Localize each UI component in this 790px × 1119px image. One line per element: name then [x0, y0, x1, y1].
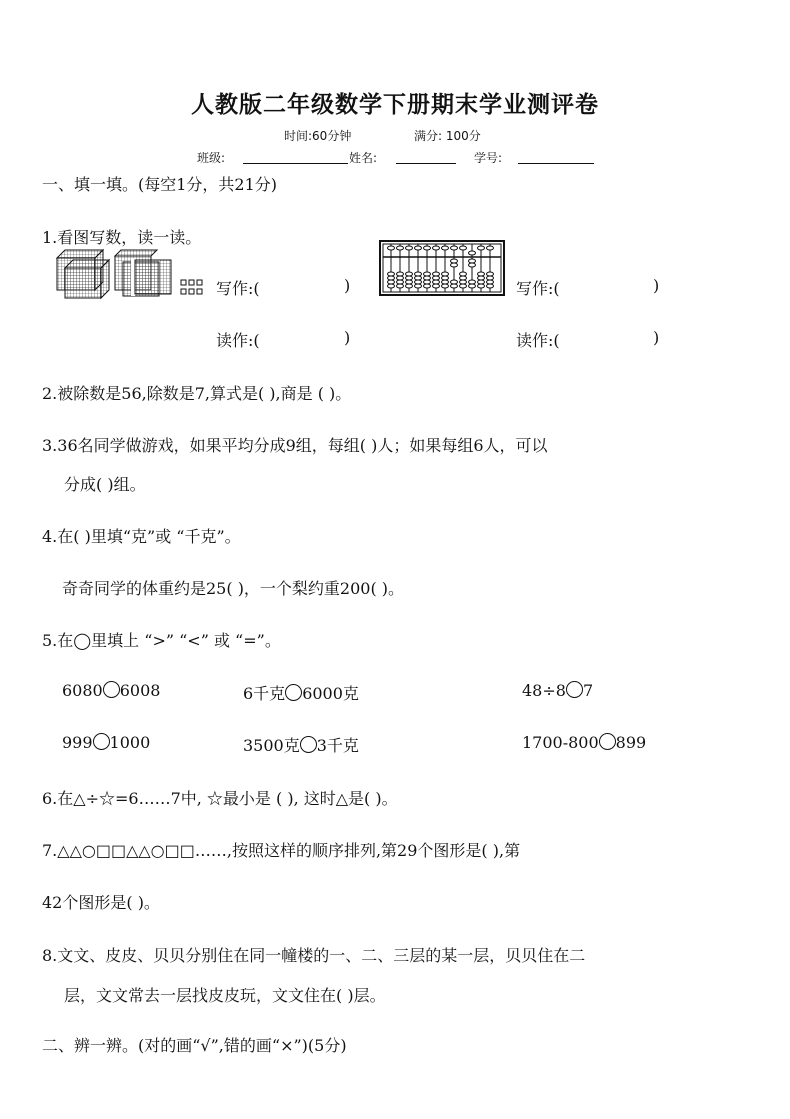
- q5-compare-2: [243, 681, 359, 704]
- q5-compare-3: [522, 681, 593, 700]
- q5-compare-1: [62, 681, 160, 700]
- compare-left: 48÷8: [522, 681, 566, 700]
- name-label: 姓名:: [349, 151, 378, 165]
- compare-circle-blank[interactable]: [93, 733, 110, 750]
- q1-read-b-label: 读作:(: [516, 331, 560, 350]
- compare-circle-blank[interactable]: [103, 681, 120, 698]
- compare-circle-blank[interactable]: [566, 681, 583, 698]
- section-1-heading: 一、填一填。(每空1分，共21分): [42, 175, 278, 194]
- compare-left: 6080: [62, 681, 103, 700]
- q1-write-b-label: 写作:(: [516, 279, 560, 298]
- q5-compare-4: [62, 733, 150, 752]
- q1-read-a-close: ): [344, 328, 351, 347]
- compare-right: 6008: [119, 681, 161, 700]
- class-blank[interactable]: [243, 151, 348, 164]
- compare-right: 6000克: [302, 684, 359, 703]
- q1-write-a-label: 写作:(: [216, 279, 260, 298]
- id-blank[interactable]: [518, 151, 594, 164]
- q5-compare-5: [243, 733, 359, 756]
- q7-line2: 42个图形是( )。: [42, 893, 160, 912]
- compare-circle-blank[interactable]: [285, 684, 302, 701]
- compare-right: 7: [582, 681, 594, 700]
- time-label: 时间:60分钟: [284, 129, 352, 143]
- q4-line2: 奇奇同学的体重约是25( )，一个梨约重200( )。: [62, 579, 405, 598]
- compare-right: 899: [615, 733, 647, 752]
- compare-left: 6千克: [243, 684, 286, 703]
- name-blank[interactable]: [396, 151, 456, 164]
- class-label: 班级:: [197, 151, 226, 165]
- compare-left: 999: [62, 733, 93, 752]
- q2-text: 2.被除数是56,除数是7,算式是( ),商是 ( )。: [42, 384, 352, 403]
- q1-read-a-label: 读作:(: [216, 331, 260, 350]
- compare-circle-blank[interactable]: [300, 736, 317, 753]
- compare-circle-blank[interactable]: [599, 733, 616, 750]
- score-label: 满分: 100分: [414, 129, 481, 143]
- compare-right: 3千克: [316, 736, 359, 755]
- q8-line2: 层，文文常去一层找皮皮玩，文文住在( )层。: [64, 986, 386, 1005]
- q6-text: 6.在△÷☆=6……7中, ☆最小是 ( ), 这时△是( )。: [42, 789, 398, 808]
- q1-read-b-close: ): [653, 328, 660, 347]
- id-label: 学号:: [474, 151, 503, 165]
- compare-left: 3500克: [243, 736, 300, 755]
- q1-write-a-close: ): [344, 276, 351, 295]
- q5-compare-6: [522, 733, 646, 752]
- base-ten-blocks-icon: [55, 248, 210, 300]
- q8-line1: 8.文文、皮皮、贝贝分别住在同一幢楼的一、二、三层的某一层，贝贝住在二: [42, 946, 586, 965]
- q1-write-b-close: ): [653, 276, 660, 295]
- q3-line1: 3.36名同学做游戏，如果平均分成9组，每组( )人；如果每组6人，可以: [42, 436, 548, 455]
- q5-heading: 5.在◯里填上 “>” “<” 或 “=”。: [42, 631, 281, 650]
- q3-line2: 分成( )组。: [64, 475, 146, 494]
- q7-line1: 7.△△○□□△△○□□……,按照这样的顺序排列,第29个图形是( ),第: [42, 841, 521, 860]
- q4-line1: 4.在( )里填“克”或 “千克”。: [42, 527, 241, 546]
- section-2-heading: 二、辨一辨。(对的画“√”,错的画“×”)(5分): [42, 1036, 347, 1055]
- compare-right: 1000: [109, 733, 151, 752]
- abacus-icon: [379, 240, 505, 296]
- page-title: 人教版二年级数学下册期末学业测评卷: [191, 92, 599, 118]
- compare-left: 1700-800: [522, 733, 599, 752]
- q1-text: 1.看图写数，读一读。: [42, 228, 202, 247]
